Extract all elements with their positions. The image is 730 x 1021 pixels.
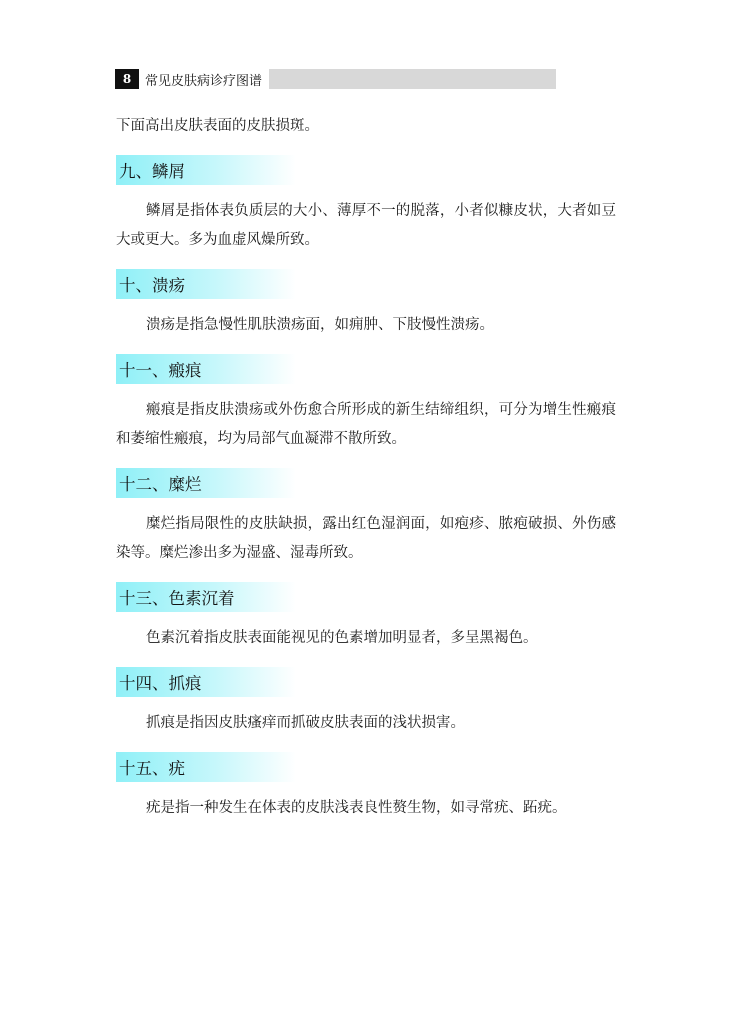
section-paragraph: 疣是指一种发生在体表的皮肤浅表良性赘生物，如寻常疣、跖疣。 (146, 800, 567, 816)
header-bar (269, 69, 556, 89)
section-heading: 十四、抓痕 (116, 667, 296, 697)
book-title: 常见皮肤病诊疗图谱 (139, 69, 269, 89)
running-header (115, 69, 556, 89)
section-paragraph: 溃疡是指急慢性肌肤溃疡面，如痈肿、下肢慢性溃疡。 (146, 317, 494, 333)
section-heading: 九、鳞屑 (116, 155, 296, 185)
section-scratch-mark (116, 667, 616, 738)
section-heading: 十三、色素沉着 (116, 582, 296, 612)
section-scale (116, 155, 616, 255)
section-heading: 十、溃疡 (116, 269, 296, 299)
intro-paragraph: 下面高出皮肤表面的皮肤损斑。 (116, 118, 319, 134)
page-number: 8 (115, 69, 139, 89)
section-paragraph: 鳞屑是指体表负质层的大小、薄厚不一的脱落，小者似糠皮状，大者如豆大或更大。多为血虚风燥所致。 (116, 203, 616, 248)
section-heading: 十五、疣 (116, 752, 296, 782)
section-pigmentation (116, 582, 616, 653)
page-content (116, 112, 616, 823)
section-erosion (116, 468, 616, 568)
section-heading: 十一、瘢痕 (116, 354, 296, 384)
section-scar (116, 354, 616, 454)
section-heading: 十二、糜烂 (116, 468, 296, 498)
section-paragraph: 瘢痕是指皮肤溃疡或外伤愈合所形成的新生结缔组织，可分为增生性瘢痕和萎缩性瘢痕，均为局部气血凝滞不散所致。 (116, 402, 616, 447)
section-paragraph: 糜烂指局限性的皮肤缺损，露出红色湿润面，如疱疹、脓疱破损、外伤感染等。糜烂渗出多为湿盛、湿毒所致。 (116, 516, 616, 561)
section-wart (116, 752, 616, 823)
section-paragraph: 抓痕是指因皮肤瘙痒而抓破皮肤表面的浅状损害。 (146, 715, 465, 731)
section-ulcer (116, 269, 616, 340)
section-paragraph: 色素沉着指皮肤表面能视见的色素增加明显者，多呈黑褐色。 (146, 630, 538, 646)
